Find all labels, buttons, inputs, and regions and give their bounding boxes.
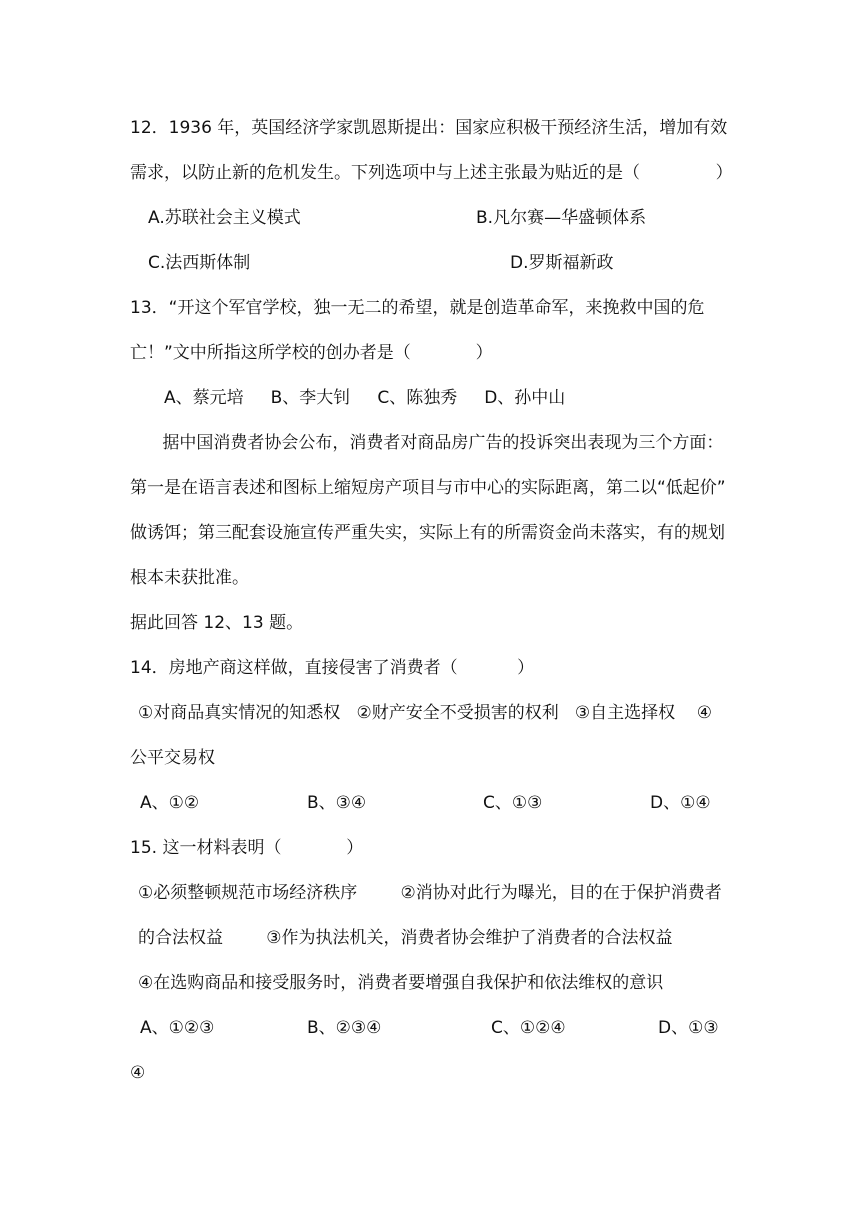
material-line-1: 据中国消费者协会公布，消费者对商品房广告的投诉突出表现为三个方面： bbox=[130, 433, 724, 453]
q12-stem-line1: 12．1936 年，英国经济学家凯恩斯提出：国家应积极干预经济生活，增加有效 bbox=[130, 118, 728, 138]
material-line-2: 第一是在语言表述和图标上缩短房产项目与市中心的实际距离，第二以“低起价” bbox=[130, 478, 726, 498]
q14-option-b: B、③④ bbox=[307, 793, 367, 813]
q15-option-c: C、①②④ bbox=[491, 1018, 566, 1038]
q14-option-a: A、①② bbox=[140, 793, 200, 813]
q14-option-c: C、①③ bbox=[483, 793, 543, 813]
q12-stem-line2: 需求，以防止新的危机发生。下列选项中与上述主张最为贴近的是（ ） bbox=[130, 163, 733, 183]
q12-option-d: D.罗斯福新政 bbox=[510, 253, 614, 273]
q13-stem-line2: 亡！”文中所指这所学校的创办者是（ ） bbox=[130, 343, 493, 363]
q13-options: A、蔡元培 B、李大钊 C、陈独秀 D、孙中山 bbox=[164, 388, 566, 408]
q15-option-d-wrap: ④ bbox=[130, 1063, 146, 1083]
q15-choices-line3: ④在选购商品和接受服务时，消费者要增强自我保护和依法维权的意识 bbox=[138, 973, 664, 993]
material-line-4: 根本未获批准。 bbox=[130, 568, 249, 588]
q15-option-a: A、①②③ bbox=[140, 1018, 215, 1038]
material-instruction: 据此回答 12、13 题。 bbox=[130, 613, 304, 633]
q12-option-a: A.苏联社会主义模式 bbox=[148, 208, 301, 228]
q15-choices-line1: ①必须整顿规范市场经济秩序 ②消协对此行为曝光，目的在于保护消费者 bbox=[138, 883, 722, 903]
q12-option-c: C.法西斯体制 bbox=[148, 253, 251, 273]
q12-option-b: B.凡尔赛—华盛顿体系 bbox=[476, 208, 647, 228]
q15-option-b: B、②③④ bbox=[307, 1018, 382, 1038]
q15-choices-line2: 的合法权益 ③作为执法机关，消费者协会维护了消费者的合法权益 bbox=[138, 928, 673, 948]
q14-choices-line1: ①对商品真实情况的知悉权 ②财产安全不受损害的权利 ③自主选择权 ④ bbox=[138, 703, 712, 723]
q15-stem: 15. 这一材料表明（ ） bbox=[130, 838, 364, 858]
q14-stem: 14．房地产商这样做，直接侵害了消费者（ ） bbox=[130, 658, 535, 678]
material-line-3: 做诱饵；第三配套设施宣传严重失实，实际上有的所需资金尚未落实，有的规划 bbox=[130, 523, 725, 543]
q13-stem-line1: 13．“开这个军官学校，独一无二的希望，就是创造革命军，来挽救中国的危 bbox=[130, 298, 705, 318]
q14-option-d: D、①④ bbox=[650, 793, 711, 813]
q15-option-d: D、①③ bbox=[658, 1018, 719, 1038]
q14-choices-line2: 公平交易权 bbox=[130, 748, 215, 768]
